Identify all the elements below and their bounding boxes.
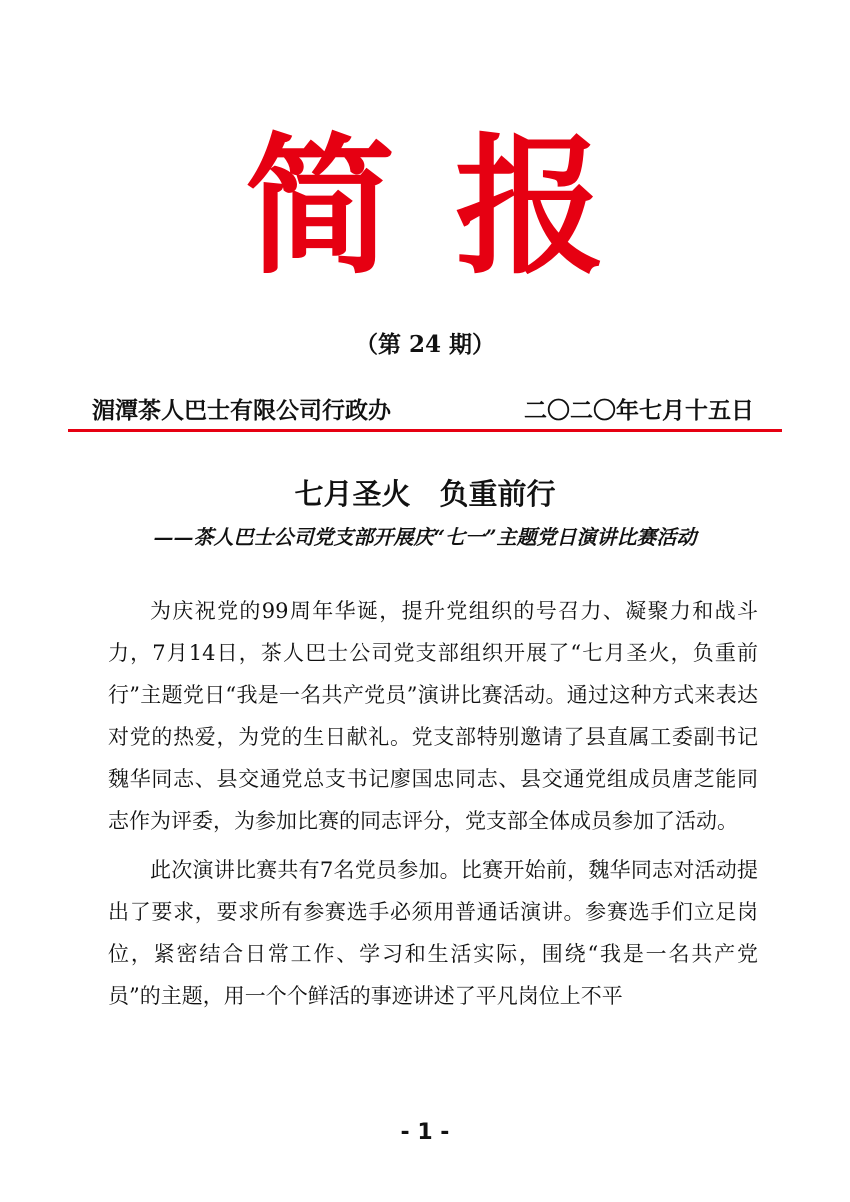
red-divider-line bbox=[68, 429, 782, 432]
article-subtitle: ——茶人巴士公司党支部开展庆“七一”主题党日演讲比赛活动 bbox=[153, 525, 697, 549]
issue-number: （第 24 期） bbox=[354, 331, 496, 358]
article-title: 七月圣火 负重前行 bbox=[294, 477, 556, 511]
article-body bbox=[108, 590, 758, 1024]
paragraph: 此次演讲比赛共有7名党员参加。比赛开始前，魏华同志对活动提出了要求，要求所有参赛选手必须用普通话演讲。参赛选手们立足岗位，紧密结合日常工作、学习和生活实际，围绕“我是一名共产党员”的主题，用一个个鲜活的事迹讲述了平凡岗位上不平 bbox=[108, 858, 758, 1008]
page-number: - 1 - bbox=[400, 1120, 450, 1145]
masthead-title: 简报 bbox=[244, 121, 665, 295]
issuing-organization: 湄潭茶人巴士有限公司行政办 bbox=[92, 397, 391, 424]
paragraph: 为庆祝党的99周年华诞，提升党组织的号召力、凝聚力和战斗力，7月14日，茶人巴士公司党支部组织开展了“七月圣火，负重前行”主题党日“我是一名共产党员”演讲比赛活动。通过这种方式来表达对党的热爱，为党的生日献礼。党支部特别邀请了县直属工委副书记魏华同志、县交通党总支书记廖国忠同志、县交通党组成员唐芝能同志作为评委，为参加比赛的同志评分，党支部全体成员参加了活动。 bbox=[108, 599, 758, 833]
issue-date: 二〇二〇年七月十五日 bbox=[524, 397, 754, 424]
